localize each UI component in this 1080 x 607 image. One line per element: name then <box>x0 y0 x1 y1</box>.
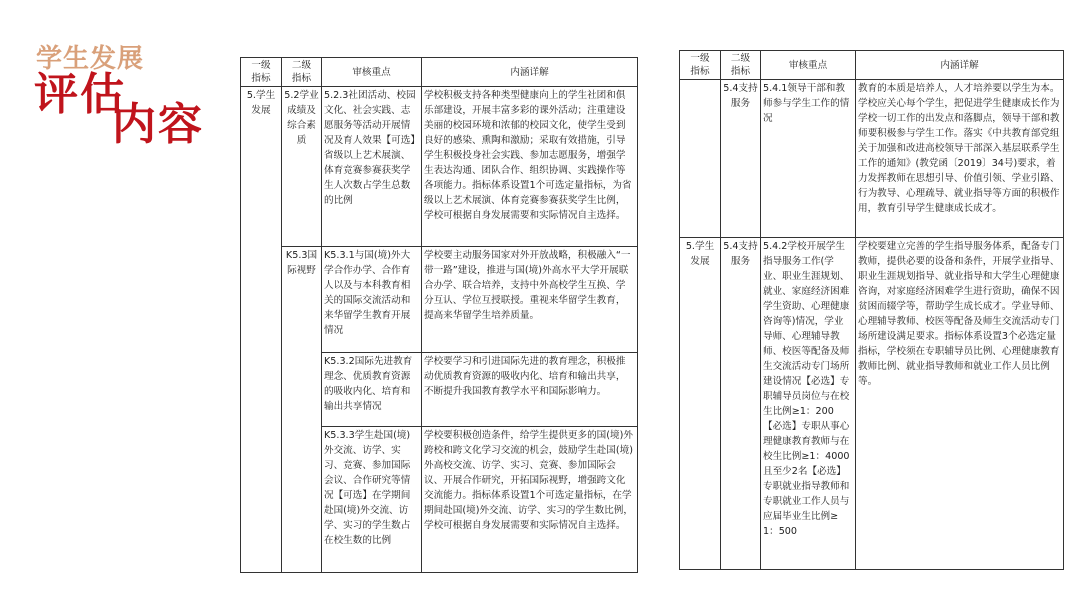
level2-cell: 5.4支持 服务 <box>721 238 761 570</box>
level1-cell: 5.学生 发展 <box>680 238 721 570</box>
header-detail: 内涵详解 <box>422 58 638 87</box>
title-subtitle: 学生发展 <box>36 44 145 74</box>
slide-title <box>34 38 214 150</box>
focus-cell: 5.4.2学校开展学生指导服务工作(学业、职业生涯规划、就业、家庭经济困难学生资助、心理健康咨询等)情况，学业导师、心理辅导教师、校医等配备及师生交流活动专门场所建设情况【必选】专职辅导员岗位与在校生比例≥1：200【必选】专职从事心理健康教育教师与在校生比例≥1：4000且至少2名【必选】专职就业指导教师和专职就业工作人员与应届毕业生比例≥1：500 <box>761 238 856 570</box>
header-level2: 二级 指标 <box>721 51 761 80</box>
level1-cell <box>680 80 721 238</box>
level2-cell: 5.2学业 成绩及 综合素 质 <box>282 87 322 247</box>
detail-cell: 学校积极支持各种类型健康向上的学生社团和俱乐部建设，开展丰富多彩的课外活动；注重建设美丽的校园环境和浓郁的校园文化，使学生受到良好的感染、熏陶和激励；采取有效措施，引导学生积极投身社会实践、参加志愿服务，增强学生表达沟通、团队合作、组织协调、实践操作等各项能力。指标体系设置1个可选定量指标，为省级以上艺术展演、体育竞赛参赛获奖学生比例，学校可根据自身发展需要和实际情况自主选择。 <box>422 87 638 247</box>
table-row <box>241 247 638 353</box>
detail-cell: 学校要积极创造条件，给学生提供更多的国(境)外跨校和跨文化学习交流的机会，鼓励学生赴国(境)外高校交流、访学、实习、竞赛、参加国际会议、开展合作研究，开拓国际视野，增强跨文化交流能力。指标体系设置1个可选定量指标，在学期间赴国(境)外交流、访学、实习的学生数比例，学校可根据自身发展需要和实际情况自主选择。 <box>422 427 638 573</box>
detail-cell: 教育的本质是培养人，人才培养要以学生为本。学校应关心每个学生，把促进学生健康成长作为学校一切工作的出发点和落脚点，领导干部和教师要积极参与学生工作。落实《中共教育部党组关于加强和改进高校领导干部深入基层联系学生工作的通知》(教党函〔2019〕34号)要求，着力发挥教师在思想引导、价值引领、学业引路、行为教导、心理疏导、就业指导等方面的积极作用，教育引导学生健康成长成才。 <box>856 80 1064 238</box>
header-focus: 审核重点 <box>322 58 422 87</box>
header-focus: 审核重点 <box>761 51 856 80</box>
table-row <box>680 80 1064 238</box>
level2-cell: K5.3国 际视野 <box>282 247 322 573</box>
detail-cell: 学校要学习和引进国际先进的教育理念，积极推动优质教育资源的吸收内化、培育和输出共享，不断提升我国教育教学水平和国际影响力。 <box>422 353 638 427</box>
header-detail: 内涵详解 <box>856 51 1064 80</box>
header-level1: 一级 指标 <box>241 58 282 87</box>
focus-cell: K5.3.1与国(境)外大学合作办学、合作育人以及与本科教育相关的国际交流活动和来华留学生教育开展情况 <box>322 247 422 353</box>
header-level1: 一级 指标 <box>680 51 721 80</box>
table-row <box>680 238 1064 570</box>
title-main-line1: 评估 <box>34 69 126 120</box>
focus-cell: K5.3.3学生赴国(境)外交流、访学、实习、竞赛、参加国际会议、合作研究等情况【可选】在学期间赴国(境)外交流、访学、实习的学生数占在校生数的比例 <box>322 427 422 573</box>
detail-cell: 学校要主动服务国家对外开放战略，积极融入“一带一路”建设，推进与国(境)外高水平大学开展联合办学、联合培养，支持中外高校学生互换、学分互认、学位互授联授。重视来华留学生教育，提高来华留学生培养质量。 <box>422 247 638 353</box>
header-level2: 二级 指标 <box>282 58 322 87</box>
table-row <box>241 87 638 247</box>
detail-cell: 学校要建立完善的学生指导服务体系，配备专门教师，提供必要的设备和条件，开展学业指导、职业生涯规划指导、就业指导和大学生心理健康咨询，对家庭经济困难学生进行资助，确保不因贫困而辍学等，帮助学生成长成才。学业导师、心理辅导教师、校医等配备及师生交流活动专门场所建设满足要求。指标体系设置3个必选定量指标，学校须在专职辅导员比例、心理健康教育教师比例、就业指导教师和就业工作人员比例等。 <box>856 238 1064 570</box>
level1-cell: 5.学生 发展 <box>241 87 282 573</box>
focus-cell: 5.4.1领导干部和教师参与学生工作的情况 <box>761 80 856 238</box>
level2-cell: 5.4支持 服务 <box>721 80 761 238</box>
left-document-table <box>240 57 638 573</box>
focus-cell: 5.2.3社团活动、校园文化、社会实践、志愿服务等活动开展情况及育人效果【可选】省级以上艺术展演、体育竞赛参赛获奖学生人次数占学生总数的比例 <box>322 87 422 247</box>
title-main-line2: 内容 <box>112 99 204 150</box>
focus-cell: K5.3.2国际先进教育理念、优质教育资源的吸收内化、培育和输出共享情况 <box>322 353 422 427</box>
right-document-table <box>679 50 1064 570</box>
